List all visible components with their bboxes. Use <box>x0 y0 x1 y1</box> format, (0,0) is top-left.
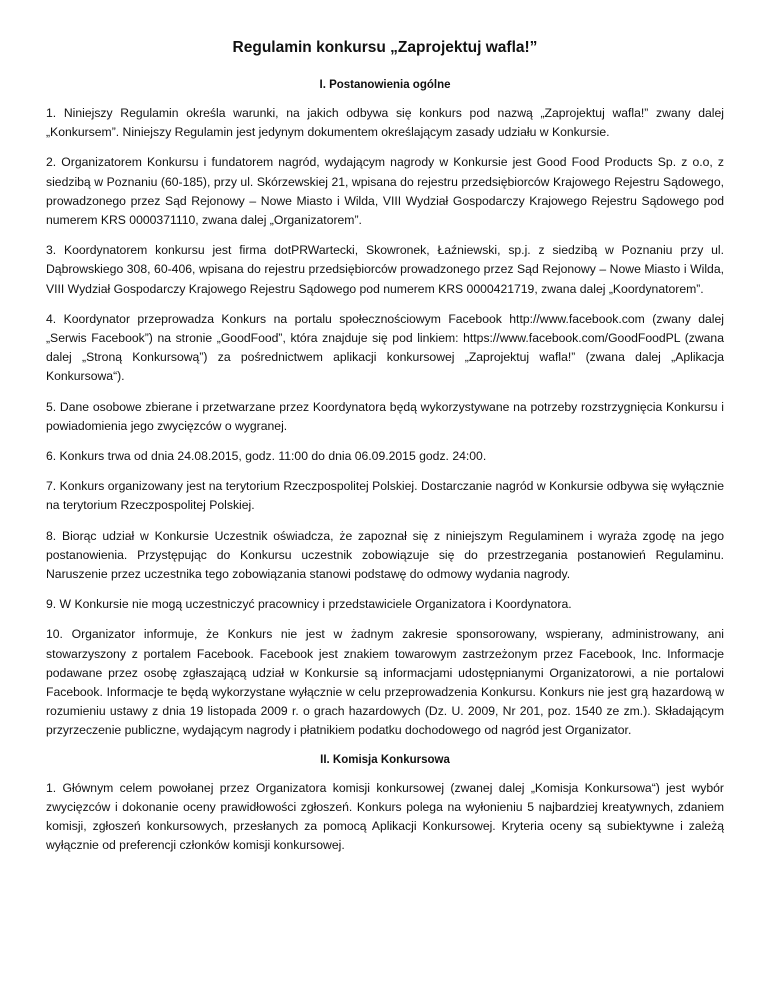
paragraph-3: 3. Koordynatorem konkursu jest firma dotPRWartecki, Skowronek, Łaźniewski, sp.j. z siedzibą w Poznaniu przy ul. Dąbrowskiego 308, 60-406, wpisana do rejestru przedsiębiorców prowadzonego przez Sąd Rejonowy – Nowe Miasto i Wilda, VIII Wydział Gospodarczy Krajowego Rejestru Sądowego pod numerem KRS 0000421719, zwana dalej „Koordynatorem”. <box>46 243 724 296</box>
paragraph-6: 6. Konkurs trwa od dnia 24.08.2015, godz. 11:00 do dnia 06.09.2015 godz. 24:00. <box>46 449 487 464</box>
paragraph-1: 1. Niniejszy Regulamin określa warunki, na jakich odbywa się konkurs pod nazwą „Zaprojektuj wafla!” zwany dalej „Konkursem”. Niniejszy Regulamin jest jedynym dokumentem określającym zasady udziału w Konkursie. <box>46 106 724 140</box>
paragraph-7: 7. Konkurs organizowany jest na terytorium Rzeczpospolitej Polskiej. Dostarczanie nagród w Konkursie odbywa się wyłącznie na terytorium Rzeczpospolitej Polskiej. <box>46 479 724 513</box>
paragraph-2: 2. Organizatorem Konkursu i fundatorem nagród, wydającym nagrody w Konkursie jest Good Food Products Sp. z o.o, z siedzibą w Poznaniu (60-185), przy ul. Skórzewskiej 21, wpisana do rejestru przedsiębiorców Krajowego Rejestru Sądowego, prowadzonego przez Sąd Rejonowy – Nowe Miasto i Wilda, VIII Wydział Gospodarczy Krajowego Rejestru Sądowego pod numerem KRS 0000371110, zwana dalej „Organizatorem”. <box>46 155 724 228</box>
document-title: Regulamin konkursu „Zaprojektuj wafla!” <box>232 39 538 56</box>
paragraph-4: 4. Koordynator przeprowadza Konkurs na portalu społecznościowym Facebook http://www.facebook.com (zwany dalej „Serwis Facebook”) na stronie „GoodFood”, która znajduje się pod linkiem: https://www.facebook.com/GoodFoodPL (zwana dalej „Stroną Konkursową”) za pośrednictwem aplikacji konkursowej „Zaprojektuj wafla!” (zwana dalej „Aplikacja Konkursowa“). <box>46 311 724 384</box>
section-general-provisions <box>46 77 724 741</box>
paragraph-9: 9. W Konkursie nie mogą uczestniczyć pracownicy i przedstawiciele Organizatora i Koordynatora. <box>46 597 572 612</box>
paragraph-8: 8. Biorąc udział w Konkursie Uczestnik oświadcza, że zapoznał się z niniejszym Regulaminem i wyraża zgodę na jego postanowienia. Przystępując do Konkursu uczestnik zobowiązuje się do przestrzegania postanowień Regulaminu. Naruszenie przez uczestnika tego zobowiązania stanowi podstawę do odmowy wydania nagrody. <box>46 528 724 582</box>
section-heading: II. Komisja Konkursowa <box>320 753 450 766</box>
section-heading: I. Postanowienia ogólne <box>319 79 451 91</box>
paragraph-10: 10. Organizator informuje, że Konkurs nie jest w żadnym zakresie sponsorowany, wspierany, administrowany, ani stowarzyszony z portalem Facebook. Facebook jest znakiem towarowym zastrzeżonym przez Facebook, Inc. Informacje podawane przez osobę zgłaszającą udział w Konkursie są informacjami udostępnianymi Organizatorowi, a nie portalowi Facebook. Informacje te będą wykorzystane wyłącznie w celu przeprowadzenia Konkursu. Konkurs nie jest grą hazardową w rozumieniu ustawy z dnia 19 listopada 2009 r. o grach hazardowych (Dz. U. 2009, Nr 201, poz. 1540 ze zm.). Składającym przyrzeczenie publiczne, wydającym nagrody i płatnikiem podatku dochodowego od nagród jest Organizator. <box>46 627 724 738</box>
paragraph-5: 5. Dane osobowe zbierane i przetwarzane przez Koordynatora będą wykorzystywane na potrzeby rozstrzygnięcia Konkursu i powiadomienia jego zwycięzców o wygranej. <box>46 399 724 433</box>
paragraph-1: 1. Głównym celem powołanej przez Organizatora komisji konkursowej (zwanej dalej „Komisja Konkursowa“) jest wybór zwycięzców i dokonanie oceny prawidłowości zgłoszeń. Konkurs polega na wyłonieniu 5 najbardziej kreatywnych, zdaniem komisji, zgłoszeń konkursowych, przesłanych za pomocą Aplikacji Konkursowej. Kryteria oceny są subiektywne i zależą wyłącznie od preferencji członków komisji konkursowej. <box>46 780 724 853</box>
section-competition-committee <box>46 752 724 856</box>
